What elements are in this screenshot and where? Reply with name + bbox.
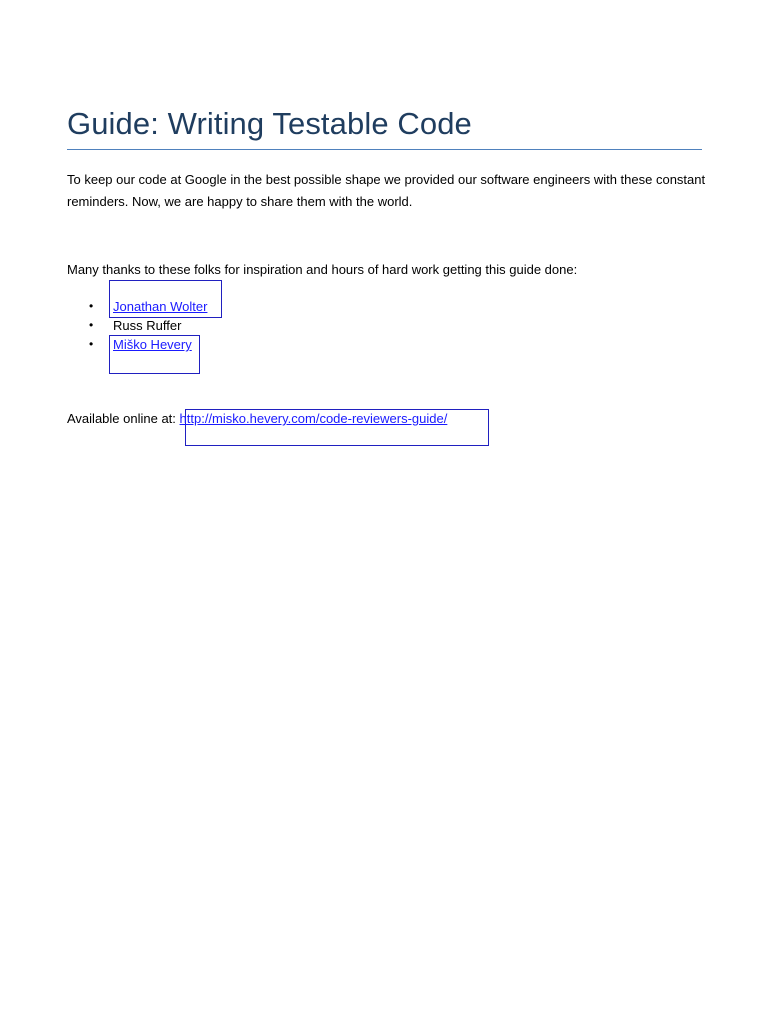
contributor-name-russ-ruffer: Russ Ruffer [113, 318, 182, 333]
intro-paragraph: To keep our code at Google in the best possible shape we provided our software engineers with these constant reminders. Now, we are happy to share them with the world. [67, 172, 706, 209]
bullet-icon: • [89, 318, 94, 332]
link-annotation-box [109, 335, 200, 374]
bullet-icon: • [89, 337, 94, 351]
guide-url-link[interactable]: http://misko.hevery.com/code-reviewers-guide/ [179, 411, 448, 426]
thanks-paragraph: Many thanks to these folks for inspiration and hours of hard work getting this guide done: [67, 262, 578, 277]
available-label: Available online at: [67, 411, 176, 426]
contributor-link-misko-hevery[interactable]: Miško Hevery [113, 337, 192, 352]
list-item [67, 316, 207, 335]
title-divider [67, 149, 702, 150]
link-annotation-box [109, 280, 222, 318]
page-title: Guide: Writing Testable Code [67, 106, 472, 141]
bullet-icon: • [89, 299, 94, 313]
availability-line [67, 409, 447, 429]
contributor-link-jonathan-wolter[interactable]: Jonathan Wolter [113, 299, 208, 314]
